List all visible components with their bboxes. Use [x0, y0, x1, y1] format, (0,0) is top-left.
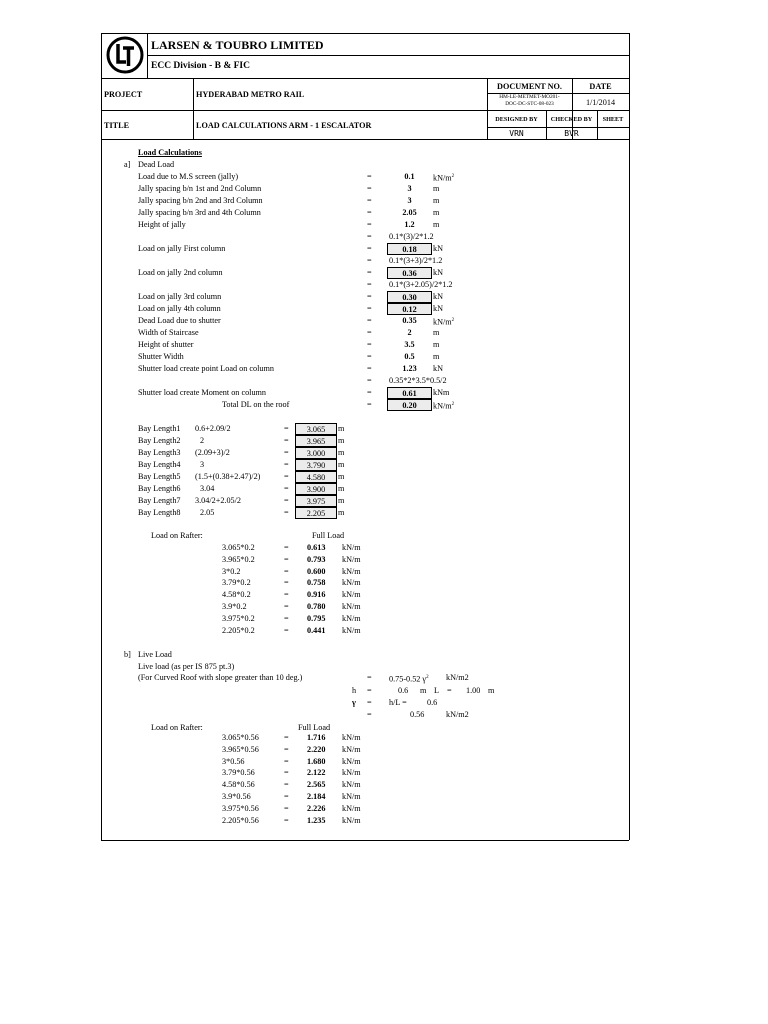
- rafter-equals: =: [284, 578, 289, 588]
- live-load-line-2: (For Curved Roof with slope greater than 10 deg.): [138, 673, 303, 682]
- rafter-value: 0.795: [307, 613, 326, 623]
- dead-load-unit-text: kN/m: [433, 173, 452, 183]
- dead-load-value: 0.1: [404, 172, 415, 181]
- dead-load-unit-text: kN/m: [433, 401, 452, 411]
- rafter-value: 0.793: [307, 554, 326, 564]
- dead-load-label: Load on jally First column: [138, 244, 226, 253]
- bay-equals: =: [284, 460, 289, 469]
- ll-unit: kN/m2: [446, 710, 469, 719]
- title-label: TITLE: [104, 121, 130, 130]
- hL-value: 0.6: [427, 698, 438, 707]
- h-unit: m: [420, 686, 427, 695]
- dead-load-unit: [433, 328, 439, 338]
- rafter-expr: 3.965*0.2: [222, 554, 255, 564]
- dead-load-unit-text: kN: [433, 292, 444, 301]
- dead-load-value: 3: [407, 184, 412, 193]
- rafter-value: 0.916: [307, 590, 326, 600]
- rafter-expr: 3.065*0.56: [222, 733, 259, 742]
- company-name: LARSEN & TOUBRO LIMITED: [151, 38, 324, 52]
- ll-formula-unit: kN/m2: [446, 673, 469, 682]
- dead-load-unit-sup: 2: [451, 318, 455, 323]
- division-name: ECC Division - B & FIC: [151, 61, 250, 71]
- rafter-value: 2.565: [307, 780, 326, 790]
- rafter-equals: =: [284, 815, 289, 825]
- dead-load-equals: =: [367, 256, 372, 265]
- rafter-expr: 3.79*0.56: [222, 768, 255, 778]
- rafter-unit: kN/m: [342, 815, 361, 825]
- rafter-equals: =: [284, 733, 289, 742]
- dead-load-equals: =: [367, 316, 372, 325]
- rafter-expr: 3.065*0.2: [222, 543, 255, 552]
- dead-load-unit: [433, 208, 439, 218]
- dead-load-unit: [433, 184, 439, 194]
- sub-a-title: Dead Load: [138, 160, 175, 169]
- dead-load-value: 3: [407, 196, 412, 205]
- dead-load-unit-text: m: [433, 340, 440, 349]
- dead-load-formula: 0.1*(3+2.05)/2*1.2: [389, 280, 453, 289]
- dead-load-equals: =: [367, 388, 372, 397]
- dead-load-value-box: 0.20: [387, 399, 432, 411]
- dead-load-unit: [433, 220, 439, 230]
- rafter-dead-title: Load on Rafter:: [151, 531, 203, 540]
- bay-equals: =: [284, 472, 289, 481]
- bay-expr: 3.04/2+2.05/2: [195, 496, 242, 505]
- bay-equals: =: [284, 448, 289, 457]
- dead-load-label: Width of Staircase: [138, 328, 199, 337]
- rafter-equals: =: [284, 792, 289, 801]
- dead-load-unit: [433, 340, 439, 350]
- rafter-equals: =: [284, 625, 289, 635]
- bay-value-box: 3.975: [295, 495, 337, 507]
- rafter-value: 2.184: [307, 792, 326, 801]
- bay-value-box: 3.965: [295, 435, 337, 447]
- rafter-value: 0.600: [307, 566, 326, 576]
- dead-load-formula: 0.1*(3)/2*1.2: [389, 232, 434, 241]
- rafter-equals: =: [284, 554, 289, 564]
- rafter-expr: 3.9*0.2: [222, 602, 247, 611]
- dead-load-value-box: 0.36: [387, 267, 432, 279]
- dead-load-equals: =: [367, 196, 372, 205]
- rafter-equals: =: [284, 803, 289, 813]
- rafter-equals: =: [284, 543, 289, 552]
- rafter-unit: kN/m: [342, 733, 361, 742]
- dead-load-equals: =: [367, 400, 372, 409]
- dead-load-unit-text: kN: [433, 244, 444, 253]
- dead-load-equals: =: [367, 352, 372, 361]
- dead-load-label: Shutter load create Moment on column: [138, 388, 267, 397]
- rafter-unit: kN/m: [342, 792, 361, 801]
- bay-expr: 3: [200, 460, 205, 469]
- date-label: DATE: [589, 82, 612, 91]
- bay-label: Bay Length4: [138, 460, 181, 469]
- rafter-equals: =: [284, 566, 289, 576]
- bay-label: Bay Length2: [138, 436, 181, 445]
- rafter-value: 0.758: [307, 578, 326, 588]
- dead-load-equals: =: [367, 280, 372, 289]
- dead-load-formula: 0.35*2*3.5*0.5/2: [389, 376, 447, 385]
- rafter-expr: 2.205*0.2: [222, 625, 255, 635]
- rafter-unit: kN/m: [342, 768, 361, 778]
- dead-load-unit-text: kN: [433, 268, 444, 277]
- dead-load-label: Total DL on the roof: [222, 400, 290, 409]
- dead-load-value-box: 0.12: [387, 303, 432, 315]
- dead-load-equals: =: [367, 340, 372, 349]
- dead-load-unit: [433, 244, 443, 254]
- rafter-equals: =: [284, 602, 289, 611]
- dead-load-value: 0.35: [402, 316, 417, 325]
- rafter-unit: kN/m: [342, 566, 361, 576]
- bay-expr: (2.09+3)/2: [195, 448, 230, 457]
- rafter-value: 0.441: [307, 625, 326, 635]
- sheet-label: SHEET: [602, 116, 624, 123]
- bay-value-box: 3.790: [295, 459, 337, 471]
- h-label: h: [352, 686, 357, 695]
- dead-load-unit-sup: 2: [451, 402, 455, 407]
- dead-load-value: 1.2: [404, 220, 415, 229]
- dead-load-label: Dead Load due to shutter: [138, 316, 221, 325]
- dead-load-label: Load on jally 4th column: [138, 304, 221, 313]
- dead-load-unit-text: m: [433, 328, 440, 337]
- bay-label: Bay Length8: [138, 508, 181, 517]
- rafter-value: 1.680: [307, 756, 326, 766]
- ll-formula-sup: 2: [426, 675, 429, 680]
- rafter-unit: kN/m: [342, 554, 361, 564]
- dead-load-unit: [433, 400, 454, 412]
- dead-load-value: 0.5: [404, 352, 415, 361]
- project-label: PROJECT: [104, 90, 143, 99]
- bay-value-box: 4.580: [295, 471, 337, 483]
- L-value: 1.00: [466, 686, 481, 695]
- live-load-marker: b]: [124, 650, 131, 659]
- dead-load-unit: [433, 304, 443, 314]
- ll-formula-text: 0.75-0.52 γ: [389, 674, 427, 684]
- rafter-value: 2.220: [307, 744, 326, 754]
- dead-load-label: Load due to M.S screen (jally): [138, 172, 239, 181]
- bay-value-box: 2.205: [295, 507, 337, 519]
- dead-load-unit-sup: 2: [451, 174, 455, 179]
- lt-logo-icon: [106, 36, 144, 74]
- title-value: LOAD CALCULATIONS ARM - 1 ESCALATOR: [196, 121, 372, 130]
- bay-expr: 2.05: [200, 508, 215, 517]
- rafter-unit: kN/m: [342, 780, 361, 790]
- designed-by-label: DESIGNED BY: [495, 116, 538, 123]
- bay-equals: =: [284, 436, 289, 445]
- rafter-expr: 3.975*0.56: [222, 803, 259, 813]
- rafter-value: 1.716: [307, 733, 326, 742]
- dead-load-equals: =: [367, 208, 372, 217]
- ll-eq-4: =: [367, 698, 372, 707]
- rafter-expr: 3.975*0.2: [222, 613, 255, 623]
- rafter-equals: =: [284, 590, 289, 600]
- sub-a-marker: a]: [124, 160, 131, 169]
- dead-load-equals: =: [367, 244, 372, 253]
- dead-load-equals: =: [367, 172, 372, 181]
- dead-load-formula: 0.1*(3+3)/2*1.2: [389, 256, 443, 265]
- bay-unit: m: [338, 460, 345, 469]
- rafter-equals: =: [284, 780, 289, 790]
- dead-load-label: Load on jally 2nd column: [138, 268, 223, 277]
- dead-load-unit: [433, 364, 443, 374]
- dead-load-unit: [433, 352, 439, 362]
- rafter-equals: =: [284, 768, 289, 778]
- dead-load-value: 1.23: [402, 364, 417, 373]
- bay-label: Bay Length7: [138, 496, 181, 505]
- bay-label: Bay Length5: [138, 472, 181, 481]
- rafter-expr: 3.965*0.56: [222, 744, 259, 754]
- dead-load-equals: =: [367, 292, 372, 301]
- bay-expr: 3.04: [200, 484, 215, 493]
- designed-by-value: VRN: [509, 129, 524, 138]
- gamma-label: γ: [352, 698, 356, 707]
- rafter-live-title: Load on Rafter:: [151, 723, 203, 732]
- rafter-unit: kN/m: [342, 613, 361, 623]
- dead-load-unit-text: m: [433, 352, 440, 361]
- h-value: 0.6: [398, 686, 409, 695]
- checked-by-value: BVR: [564, 129, 579, 138]
- rafter-unit: kN/m: [342, 625, 361, 635]
- rafter-equals: =: [284, 744, 289, 754]
- bay-unit: m: [338, 496, 345, 505]
- bay-label: Bay Length3: [138, 448, 181, 457]
- dead-load-unit: [433, 316, 454, 328]
- dead-load-unit-text: m: [433, 208, 440, 217]
- dead-load-label: Load on jally 3rd column: [138, 292, 222, 301]
- rafter-unit: kN/m: [342, 756, 361, 766]
- rafter-equals: =: [284, 613, 289, 623]
- bay-expr: 2: [200, 436, 205, 445]
- document-no-value-1: HM-LE-METMET-MO201-: [499, 94, 560, 100]
- rafter-value: 1.235: [307, 815, 326, 825]
- dead-load-label: Height of shutter: [138, 340, 194, 349]
- bay-expr: (1.5+(0.38+2.47)/2): [195, 472, 261, 481]
- dead-load-label: Shutter Width: [138, 352, 184, 361]
- bay-unit: m: [338, 436, 345, 445]
- rafter-expr: 3*0.2: [222, 566, 241, 576]
- L-label: L: [434, 686, 440, 695]
- rafter-expr: 3*0.56: [222, 756, 245, 766]
- bay-value-box: 3.900: [295, 483, 337, 495]
- live-load-line-1: Live load (as per IS 875 pt.3): [138, 662, 235, 671]
- rafter-value: 0.780: [307, 602, 326, 611]
- dead-load-unit-text: m: [433, 220, 440, 229]
- dead-load-equals: =: [367, 376, 372, 385]
- bay-equals: =: [284, 496, 289, 505]
- rafter-live-col-head: Full Load: [298, 723, 331, 732]
- dead-load-unit: [433, 196, 439, 206]
- bay-unit: m: [338, 424, 345, 433]
- bay-unit: m: [338, 472, 345, 481]
- rafter-unit: kN/m: [342, 602, 361, 611]
- rafter-expr: 3.9*0.56: [222, 792, 251, 801]
- dead-load-unit: [433, 268, 443, 278]
- bay-unit: m: [338, 484, 345, 493]
- dead-load-value-box: 0.18: [387, 243, 432, 255]
- bay-value-box: 3.065: [295, 423, 337, 435]
- bay-label: Bay Length6: [138, 484, 181, 493]
- rafter-unit: kN/m: [342, 590, 361, 600]
- dead-load-equals: =: [367, 184, 372, 193]
- dead-load-unit: [433, 388, 449, 398]
- live-load-title: Live Load: [138, 650, 172, 659]
- rafter-dead-col-head: Full Load: [312, 531, 345, 540]
- dead-load-value-box: 0.30: [387, 291, 432, 303]
- hL-label: h/L =: [389, 698, 407, 707]
- ll-eq-5: =: [367, 710, 372, 719]
- bay-equals: =: [284, 484, 289, 493]
- dead-load-label: Height of jally: [138, 220, 186, 229]
- bay-label: Bay Length1: [138, 424, 181, 433]
- dead-load-equals: =: [367, 304, 372, 313]
- rafter-value: 0.613: [307, 543, 326, 552]
- ll-eq-2: =: [367, 686, 372, 695]
- dead-load-unit-text: m: [433, 184, 440, 193]
- bay-value-box: 3.000: [295, 447, 337, 459]
- dead-load-value: 2: [407, 328, 412, 337]
- ll-value: 0.56: [410, 710, 425, 719]
- rafter-equals: =: [284, 756, 289, 766]
- ll-formula: [389, 673, 429, 685]
- bay-expr: 0.6+2.09/2: [195, 424, 231, 433]
- rafter-expr: 2.205*0.56: [222, 815, 259, 825]
- dead-load-label: Shutter load create point Load on column: [138, 364, 274, 373]
- dead-load-label: Jally spacing b/n 1st and 2nd Column: [138, 184, 262, 193]
- document-no-label: DOCUMENT NO.: [497, 82, 562, 91]
- dead-load-value-box: 0.61: [387, 387, 432, 399]
- dead-load-label: Jally spacing b/n 3rd and 4th Column: [138, 208, 261, 217]
- dead-load-label: Jally spacing b/n 2nd and 3rd Column: [138, 196, 263, 205]
- ll-eq-1: =: [367, 673, 372, 682]
- L-unit: m: [488, 686, 495, 695]
- dead-load-equals: =: [367, 268, 372, 277]
- ll-eq-3: =: [447, 686, 452, 695]
- bay-unit: m: [338, 508, 345, 517]
- date-value: 1/1/2014: [585, 98, 616, 107]
- dead-load-equals: =: [367, 364, 372, 373]
- dead-load-unit: [433, 172, 454, 184]
- rafter-value: 2.226: [307, 803, 326, 813]
- document-no-value-2: DOC-DC-STC-08-023: [505, 101, 554, 107]
- bay-unit: m: [338, 448, 345, 457]
- rafter-unit: kN/m: [342, 543, 361, 552]
- rafter-expr: 4.58*0.2: [222, 590, 251, 600]
- dead-load-unit-text: kN/m: [433, 317, 452, 327]
- rafter-unit: kN/m: [342, 578, 361, 588]
- dead-load-equals: =: [367, 328, 372, 337]
- rafter-unit: kN/m: [342, 744, 361, 754]
- rafter-unit: kN/m: [342, 803, 361, 813]
- project-value: HYDERABAD METRO RAIL: [196, 90, 305, 99]
- dead-load-value: 2.05: [402, 208, 417, 217]
- checked-by-label: CHECKED BY: [550, 116, 593, 123]
- dead-load-unit-text: kN: [433, 304, 444, 313]
- rafter-value: 2.122: [307, 768, 326, 778]
- dead-load-unit: [433, 292, 443, 302]
- dead-load-equals: =: [367, 232, 372, 241]
- dead-load-unit-text: kN: [433, 364, 444, 373]
- bay-equals: =: [284, 508, 289, 517]
- bay-equals: =: [284, 424, 289, 433]
- rafter-expr: 3.79*0.2: [222, 578, 251, 588]
- section-title: Load Calculations: [138, 148, 202, 157]
- dead-load-equals: =: [367, 220, 372, 229]
- rafter-expr: 4.58*0.56: [222, 780, 255, 790]
- dead-load-value: 3.5: [404, 340, 415, 349]
- dead-load-unit-text: kNm: [433, 388, 450, 397]
- dead-load-unit-text: m: [433, 196, 440, 205]
